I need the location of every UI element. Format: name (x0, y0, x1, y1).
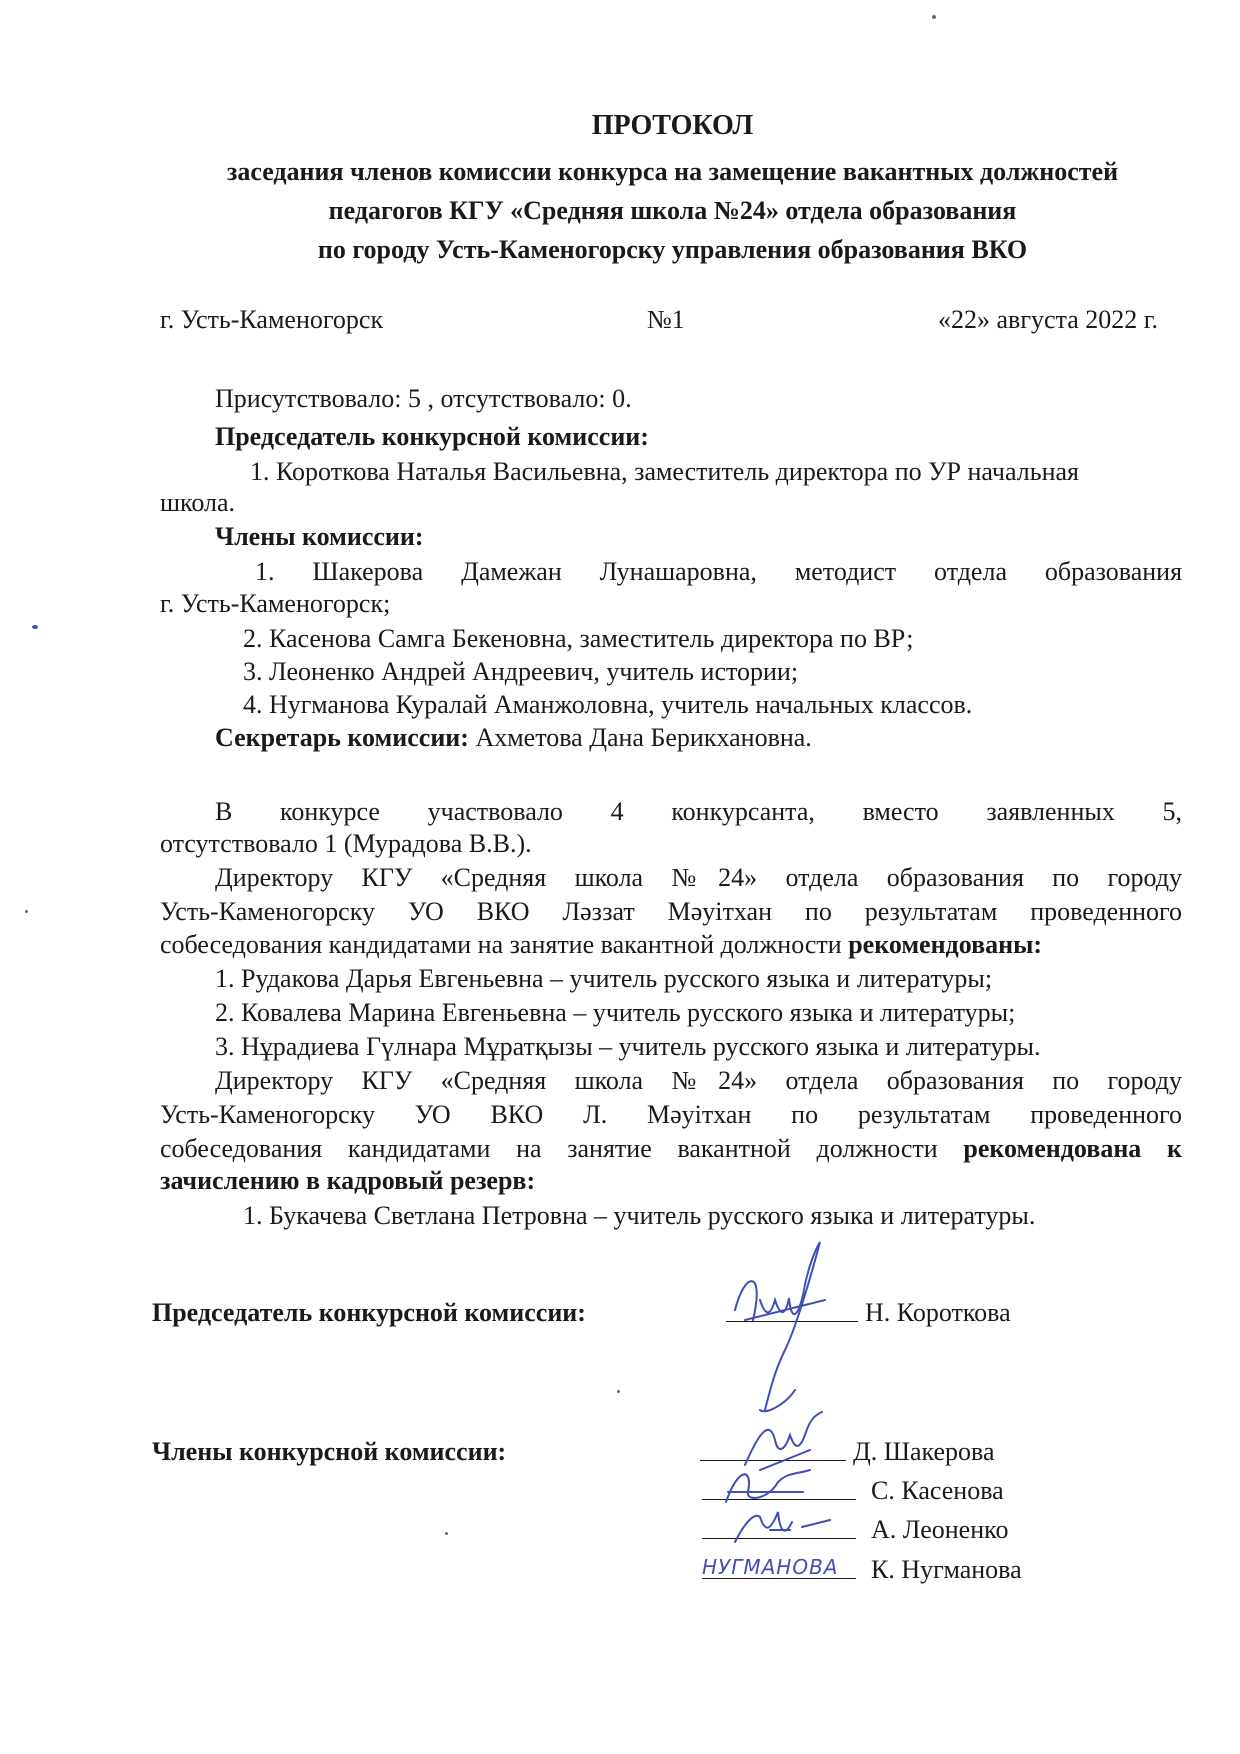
chair-signature-label: Председатель конкурсной комиссии: (152, 1298, 586, 1327)
secretary-label: Секретарь комиссии: (215, 723, 469, 752)
text: собеседования кандидатами на занятие вакантной должности (160, 930, 849, 959)
chair-signature-mark (725, 1240, 845, 1425)
word: участвовало (427, 797, 563, 826)
word: по (1052, 863, 1080, 892)
member-signature-mark-3 (730, 1502, 840, 1557)
word: отдела (934, 557, 1007, 586)
word: Ләззат (562, 897, 635, 926)
meta-city: г. Усть-Каменогорск (160, 305, 384, 334)
word: 1. Шакерова (255, 557, 424, 586)
recommended-1: 1. Рудакова Дарья Евгеньевна – учитель русского языка и литературы; (215, 964, 993, 993)
member-1-cont: г. Усть-Каменогорск; (160, 589, 391, 618)
paragraph-3-line-2 (160, 1100, 1182, 1130)
secretary-line (215, 723, 812, 753)
scan-speck (617, 1390, 620, 1393)
word: вместо (862, 797, 939, 826)
word: по (804, 897, 832, 926)
paragraph-2-line-1 (215, 863, 1182, 893)
word: школа (574, 1066, 644, 1095)
word: Директору (215, 863, 334, 892)
meta-number: №1 (647, 305, 685, 334)
word: 5, (1162, 797, 1183, 826)
scan-speck (445, 1532, 448, 1535)
word: ВКО (476, 897, 530, 926)
bold-text: рекомендована к (963, 1134, 1182, 1163)
member-signature-name-2: С. Касенова (871, 1476, 1004, 1505)
word: Л. (583, 1100, 608, 1129)
member-3: 3. Леоненко Андрей Андреевич, учитель истории; (243, 657, 799, 686)
word: проведенного (1030, 1100, 1183, 1129)
word: Директору (215, 1066, 334, 1095)
chairman-line-2: школа. (160, 488, 236, 517)
recommended-3: 3. Нұрадиева Гүлнара Мұратқызы – учитель русского языка и литературы. (215, 1032, 1041, 1061)
member-4: 4. Нугманова Куралай Аманжоловна, учитель начальных классов. (243, 690, 973, 719)
word: 4 (610, 797, 624, 826)
subtitle-line-2: педагогов КГУ «Средняя школа №24» отдела образования (328, 196, 1017, 225)
word: «Средняя (440, 1066, 547, 1095)
word: образования (886, 863, 1024, 892)
members-signature-label: Члены конкурсной комиссии: (152, 1437, 507, 1466)
member-signature-name-3: А. Леоненко (871, 1515, 1009, 1544)
paragraph-2-line-3 (160, 930, 1042, 960)
word: результатам (857, 1100, 991, 1129)
paragraph-2-line-2 (160, 897, 1182, 927)
paragraph-1-line-1 (215, 797, 1182, 827)
member-signature-handwritten: НУГМАНОВА (702, 1555, 839, 1579)
member-signature-name-4: К. Нугманова (871, 1555, 1022, 1584)
word: образования (886, 1066, 1024, 1095)
reserve-1: 1. Букачева Светлана Петровна – учитель русского языка и литературы. (243, 1201, 1036, 1230)
word: по (1052, 1066, 1080, 1095)
word: образования (1044, 557, 1183, 586)
recommended-2: 2. Ковалева Марина Евгеньевна – учитель русского языка и литературы; (215, 998, 1016, 1027)
word: методист (794, 557, 897, 586)
paragraph-3-line-1 (215, 1066, 1182, 1096)
word: Усть-Каменогорску (160, 897, 375, 926)
chairman-heading: Председатель конкурсной комиссии: (215, 422, 649, 451)
paragraph-3-line-4: зачислению в кадровый резерв: (160, 1166, 536, 1195)
word: городу (1107, 1066, 1183, 1095)
meta-date: «22» августа 2022 г. (938, 305, 1158, 334)
member-signature-name-1: Д. Шакерова (853, 1437, 995, 1466)
word: по (791, 1100, 819, 1129)
scan-speck (932, 15, 936, 19)
word: конкурсе (280, 797, 380, 826)
subtitle-line-1: заседания членов комиссии конкурса на замещение вакантных должностей (226, 157, 1119, 186)
members-heading: Члены комиссии: (215, 522, 424, 551)
member-2: 2. Касенова Самга Бекеновна, заместитель директора по ВР; (243, 624, 914, 653)
member-1-line (255, 557, 1182, 587)
chairman-line-1: 1. Короткова Наталья Васильевна, заместитель директора по УР начальная (250, 457, 1079, 486)
word: КГУ (361, 863, 413, 892)
word: №24» (671, 1066, 758, 1095)
scan-speck (25, 910, 28, 913)
word: отдела (785, 863, 859, 892)
word: городу (1107, 863, 1183, 892)
word: проведенного (1030, 897, 1183, 926)
word: Мәуітхан (667, 897, 772, 926)
paragraph-3-line-3 (160, 1134, 1182, 1164)
document-title: ПРОТОКОЛ (591, 110, 754, 141)
word: УО (414, 1100, 451, 1129)
word: УО (407, 897, 444, 926)
bold-text: рекомендованы: (848, 930, 1043, 959)
word: №24» (671, 863, 758, 892)
word: Дамежан (461, 557, 562, 586)
word: Мәуітхан (647, 1100, 752, 1129)
paragraph-1-line-2: отсутствовало 1 (Мурадова В.В.). (160, 829, 532, 858)
secretary-name: Ахметова Дана Берикхановна. (468, 723, 812, 752)
word: заявленных (986, 797, 1115, 826)
word: Усть-Каменогорску (160, 1100, 375, 1129)
word: школа (574, 863, 644, 892)
chair-signature-name: Н. Короткова (865, 1298, 1011, 1327)
text: собеседования кандидатами на занятие вакантной должности (160, 1134, 964, 1163)
subtitle-line-3: по городу Усть-Каменогорску управления образования ВКО (317, 235, 1028, 264)
word: отдела (785, 1066, 859, 1095)
word: результатам (864, 897, 998, 926)
word: КГУ (361, 1066, 413, 1095)
word: В (215, 797, 233, 826)
attendance-line: Присутствовало: 5 , отсутствовало: 0. (215, 384, 632, 413)
word: конкурсанта, (671, 797, 815, 826)
word: ВКО (490, 1100, 544, 1129)
word: «Средняя (440, 863, 547, 892)
scan-speck (32, 625, 38, 629)
word: Лунашаровна, (599, 557, 757, 586)
